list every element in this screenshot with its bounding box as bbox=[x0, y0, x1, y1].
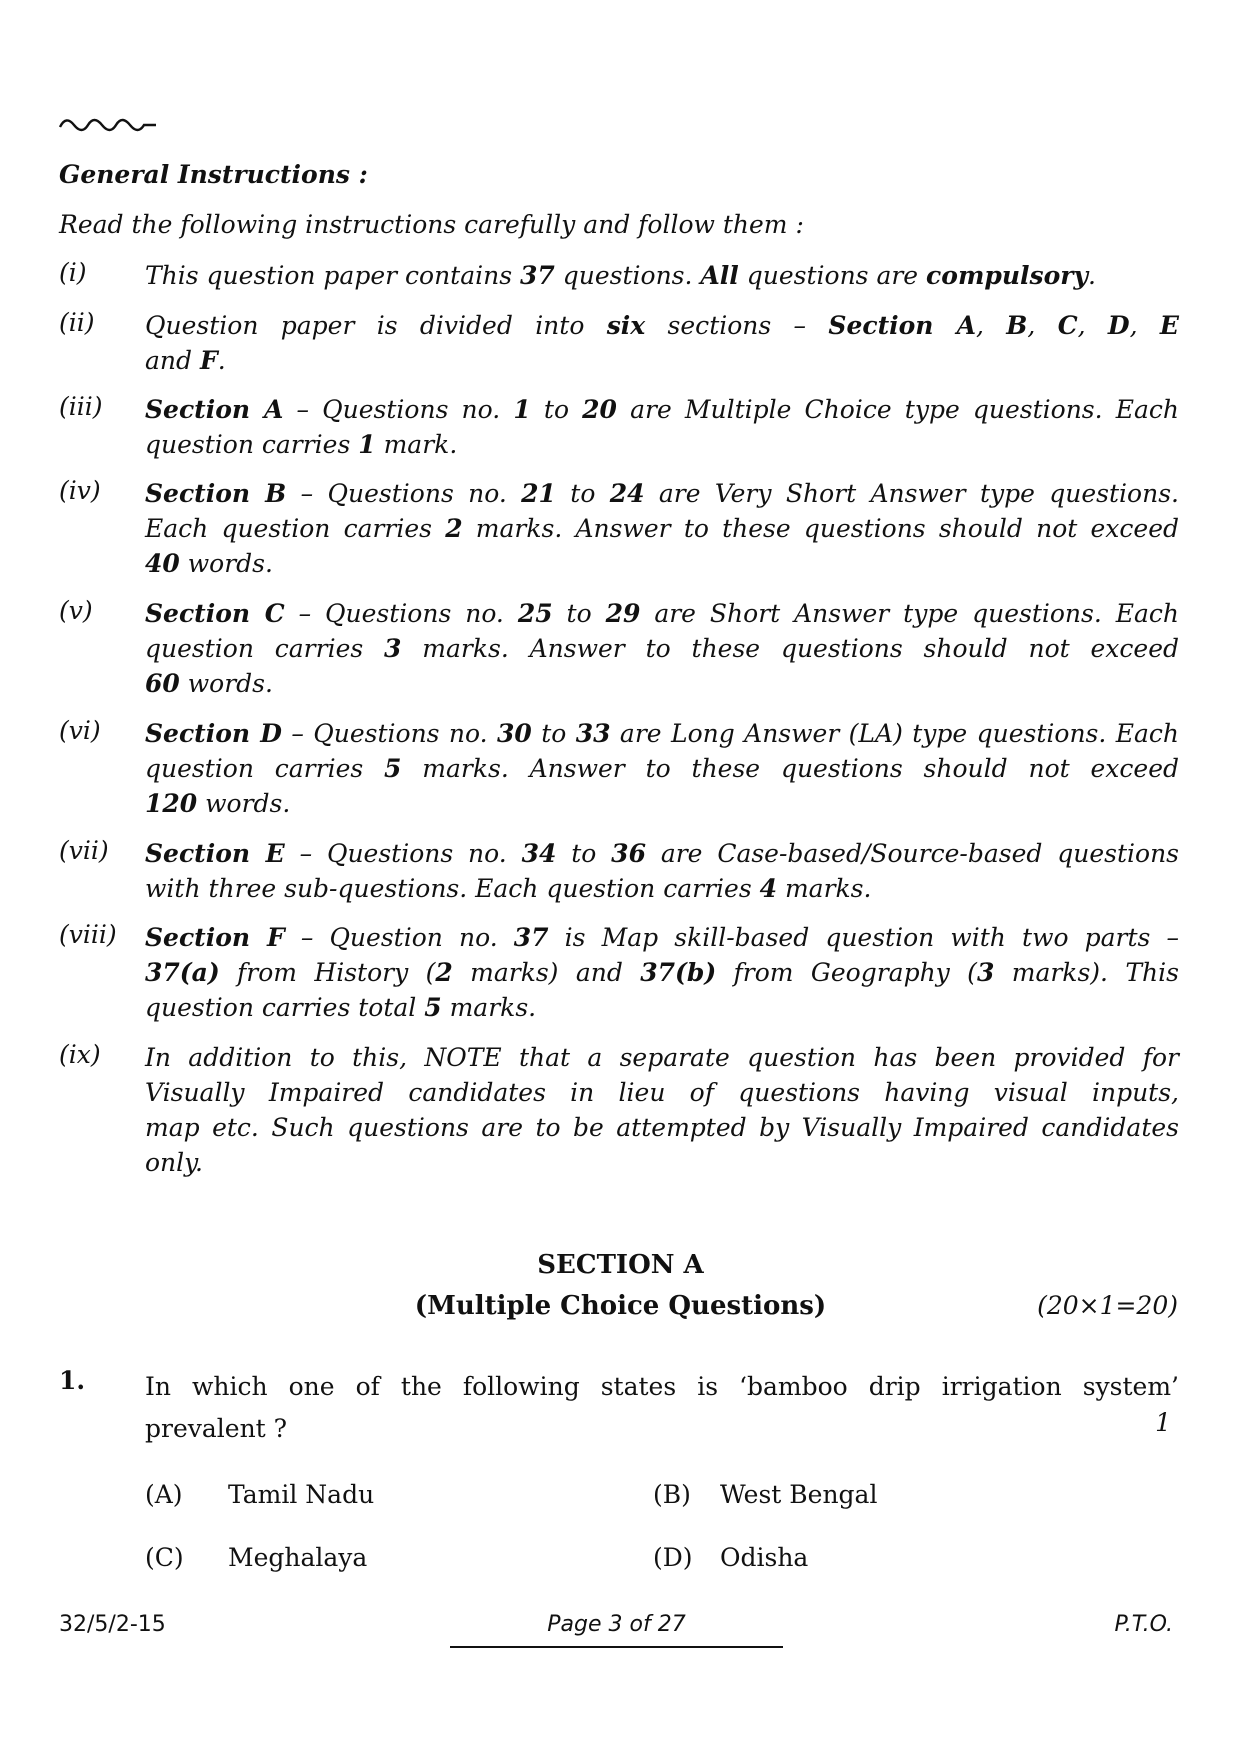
instruction-segment: words. bbox=[179, 669, 273, 698]
instruction-segment: marks. Answer to these questions should not exceed bbox=[462, 514, 1179, 543]
instruction-line bbox=[145, 511, 1179, 546]
page-number: Page 3 of 27 bbox=[547, 1612, 686, 1637]
question-marks: 1 bbox=[1155, 1408, 1171, 1437]
instruction-segment: to bbox=[530, 395, 583, 424]
instruction-segment: is Map skill-based question with two parts – bbox=[548, 923, 1179, 952]
emphasis-text: 36 bbox=[611, 839, 646, 868]
instruction-segment: questions. bbox=[554, 261, 701, 290]
instruction-segment: are Long Answer (LA) type questions. Each bbox=[610, 719, 1179, 748]
emphasis-text: six bbox=[606, 311, 646, 340]
instruction-text bbox=[145, 716, 1179, 821]
emphasis-text: 37(a) bbox=[145, 958, 220, 987]
instruction-segment: . bbox=[217, 346, 226, 375]
emphasis-text: 21 bbox=[521, 479, 556, 508]
question-number: 1. bbox=[59, 1366, 86, 1395]
instruction-segment: marks). This bbox=[994, 958, 1179, 987]
option-label: (D) bbox=[653, 1543, 693, 1572]
instruction-segment: are Short Answer type questions. Each bbox=[640, 599, 1179, 628]
instruction-segment: and bbox=[145, 346, 200, 375]
emphasis-text: D bbox=[1107, 311, 1130, 340]
instruction-segment: , bbox=[1129, 311, 1160, 340]
emphasis-text: 40 bbox=[145, 549, 180, 578]
instruction-segment: – Questions no. bbox=[283, 395, 514, 424]
emphasis-text: Section B bbox=[145, 479, 287, 508]
emphasis-text: 2 bbox=[445, 514, 463, 543]
instruction-line bbox=[145, 666, 1179, 701]
instruction-text bbox=[145, 920, 1179, 1025]
emphasis-text: 5 bbox=[384, 754, 402, 783]
emphasis-text: 34 bbox=[521, 839, 557, 868]
instruction-line bbox=[145, 427, 1179, 462]
instruction-segment: , bbox=[1027, 311, 1058, 340]
instruction-segment: sections – bbox=[645, 311, 829, 340]
footer-rule bbox=[450, 1646, 783, 1648]
instruction-line bbox=[145, 631, 1179, 666]
option-text: Odisha bbox=[720, 1543, 809, 1572]
instruction-line bbox=[145, 1145, 1179, 1180]
option-label: (A) bbox=[145, 1480, 183, 1509]
emphasis-text: 5 bbox=[424, 993, 442, 1022]
instruction-line bbox=[145, 871, 1179, 906]
instruction-segment: Question paper is divided into bbox=[145, 311, 607, 340]
section-marks: (20×1=20) bbox=[1037, 1291, 1178, 1320]
pto-label: P.T.O. bbox=[1114, 1612, 1173, 1637]
instruction-text bbox=[145, 596, 1179, 701]
instruction-number: (vii) bbox=[59, 836, 109, 865]
instruction-segment: Visually Impaired candidates in lieu of questions having visual inputs, bbox=[145, 1078, 1179, 1107]
instruction-number: (iii) bbox=[59, 392, 103, 421]
instruction-segment: marks) and bbox=[452, 958, 641, 987]
instruction-segment: question carries bbox=[145, 430, 359, 459]
section-heading: SECTION A bbox=[537, 1250, 704, 1280]
instruction-segment: from History ( bbox=[219, 958, 436, 987]
instructions-intro: Read the following instructions carefully and follow them : bbox=[59, 210, 804, 239]
emphasis-text: 20 bbox=[582, 395, 617, 424]
emphasis-text: Section C bbox=[145, 599, 285, 628]
instruction-number: (viii) bbox=[59, 920, 117, 949]
question-line-2: prevalent ? bbox=[145, 1414, 288, 1443]
instruction-line bbox=[145, 990, 1179, 1025]
instruction-text bbox=[145, 1040, 1179, 1180]
emphasis-text: 29 bbox=[605, 599, 641, 628]
option-label: (B) bbox=[653, 1480, 691, 1509]
instruction-segment: only. bbox=[145, 1148, 203, 1177]
instruction-text bbox=[145, 836, 1179, 906]
emphasis-text: 33 bbox=[575, 719, 611, 748]
question-line-1: In which one of the following states is ‘bamboo drip irrigation system’ bbox=[145, 1372, 1179, 1401]
emphasis-text: Section F bbox=[145, 923, 285, 952]
instruction-segment: – Questions no. bbox=[284, 599, 518, 628]
instruction-line bbox=[145, 716, 1179, 751]
emphasis-text: 30 bbox=[496, 719, 532, 748]
emphasis-text: Section A bbox=[828, 311, 976, 340]
emphasis-text: 25 bbox=[517, 599, 553, 628]
instruction-number: (iv) bbox=[59, 476, 101, 505]
emphasis-text: E bbox=[1159, 311, 1179, 340]
instruction-segment: – Questions no. bbox=[284, 839, 522, 868]
instruction-line bbox=[145, 308, 1179, 343]
emphasis-text: 60 bbox=[145, 669, 180, 698]
instruction-segment: This question paper contains bbox=[145, 261, 520, 290]
instruction-segment: Each question carries bbox=[145, 514, 446, 543]
instruction-line bbox=[145, 343, 1179, 378]
instruction-line bbox=[145, 751, 1179, 786]
instruction-segment: words. bbox=[179, 549, 273, 578]
emphasis-text: 120 bbox=[145, 789, 198, 818]
instruction-segment: mark. bbox=[375, 430, 458, 459]
section-subheading: (Multiple Choice Questions) bbox=[414, 1291, 827, 1321]
question-text bbox=[145, 1366, 1179, 1450]
option-label: (C) bbox=[145, 1543, 184, 1572]
instruction-segment: – Questions no. bbox=[286, 479, 522, 508]
instructions-title: General Instructions : bbox=[59, 160, 368, 189]
instruction-line bbox=[145, 258, 1179, 293]
emphasis-text: F bbox=[199, 346, 218, 375]
instruction-text bbox=[145, 258, 1179, 293]
emphasis-text: 1 bbox=[358, 430, 376, 459]
instruction-line bbox=[145, 1110, 1179, 1145]
emphasis-text: Section D bbox=[145, 719, 282, 748]
emphasis-text: All bbox=[700, 261, 739, 290]
instruction-number: (vi) bbox=[59, 716, 101, 745]
emphasis-text: Section E bbox=[145, 839, 285, 868]
instruction-line bbox=[145, 920, 1179, 955]
emphasis-text: C bbox=[1057, 311, 1078, 340]
instruction-segment: with three sub-questions. Each question carries bbox=[145, 874, 760, 903]
instruction-segment: In addition to this, NOTE that a separate question has been provided for bbox=[145, 1043, 1179, 1072]
instruction-segment: questions are bbox=[738, 261, 927, 290]
instruction-segment: question carries total bbox=[145, 993, 425, 1022]
instruction-segment: are Very Short Answer type questions. bbox=[644, 479, 1179, 508]
instruction-line bbox=[145, 955, 1179, 990]
option-text: Tamil Nadu bbox=[228, 1480, 375, 1509]
instruction-line bbox=[145, 1075, 1179, 1110]
instruction-number: (ii) bbox=[59, 308, 95, 337]
emphasis-text: B bbox=[1006, 311, 1028, 340]
instruction-line bbox=[145, 1040, 1179, 1075]
instruction-line bbox=[145, 476, 1179, 511]
instruction-segment: marks. bbox=[777, 874, 872, 903]
instruction-line bbox=[145, 392, 1179, 427]
emphasis-text: 2 bbox=[435, 958, 453, 987]
instruction-segment: to bbox=[552, 599, 606, 628]
instruction-number: (v) bbox=[59, 596, 93, 625]
option-text: West Bengal bbox=[720, 1480, 878, 1509]
emphasis-text: 37 bbox=[513, 923, 549, 952]
emphasis-text: 4 bbox=[759, 874, 778, 903]
emphasis-text: Section A bbox=[145, 395, 284, 424]
emphasis-text: 37 bbox=[520, 261, 555, 290]
instruction-number: (i) bbox=[59, 258, 87, 287]
instruction-line bbox=[145, 786, 1179, 821]
instruction-segment: are Multiple Choice type questions. Each bbox=[616, 395, 1179, 424]
emphasis-text: 37(b) bbox=[640, 958, 717, 987]
emphasis-text: compulsory bbox=[926, 261, 1088, 290]
instruction-line bbox=[145, 546, 1179, 581]
option-text: Meghalaya bbox=[228, 1543, 368, 1572]
instruction-segment: question carries bbox=[145, 634, 385, 663]
emphasis-text: 3 bbox=[976, 958, 995, 987]
instruction-text bbox=[145, 476, 1179, 581]
instruction-segment: are Case-based/Source-based questions bbox=[645, 839, 1179, 868]
paper-code: 32/5/2-15 bbox=[59, 1612, 166, 1637]
emphasis-text: 3 bbox=[384, 634, 402, 663]
instruction-segment: map etc. Such questions are to be attempted by Visually Impaired candidates bbox=[145, 1113, 1179, 1142]
instruction-text bbox=[145, 392, 1179, 462]
instruction-number: (ix) bbox=[59, 1040, 101, 1069]
instruction-segment: . bbox=[1088, 261, 1096, 290]
instruction-segment: from Geography ( bbox=[716, 958, 977, 987]
instruction-segment: – Questions no. bbox=[281, 719, 497, 748]
instruction-segment: to bbox=[555, 479, 610, 508]
instruction-segment: question carries bbox=[145, 754, 385, 783]
instruction-segment: marks. Answer to these questions should not exceed bbox=[401, 634, 1179, 663]
instruction-text bbox=[145, 308, 1179, 378]
instruction-segment: to bbox=[531, 719, 576, 748]
squiggle-mark bbox=[58, 113, 158, 137]
instruction-segment: marks. bbox=[441, 993, 537, 1022]
emphasis-text: 1 bbox=[513, 395, 531, 424]
emphasis-text: 24 bbox=[609, 479, 645, 508]
instruction-segment: words. bbox=[197, 789, 291, 818]
instruction-line bbox=[145, 836, 1179, 871]
instruction-segment: , bbox=[1077, 311, 1108, 340]
instruction-segment: – Question no. bbox=[284, 923, 514, 952]
instruction-line bbox=[145, 596, 1179, 631]
instruction-segment: marks. Answer to these questions should not exceed bbox=[401, 754, 1179, 783]
instruction-segment: , bbox=[975, 311, 1007, 340]
instruction-segment: to bbox=[556, 839, 612, 868]
